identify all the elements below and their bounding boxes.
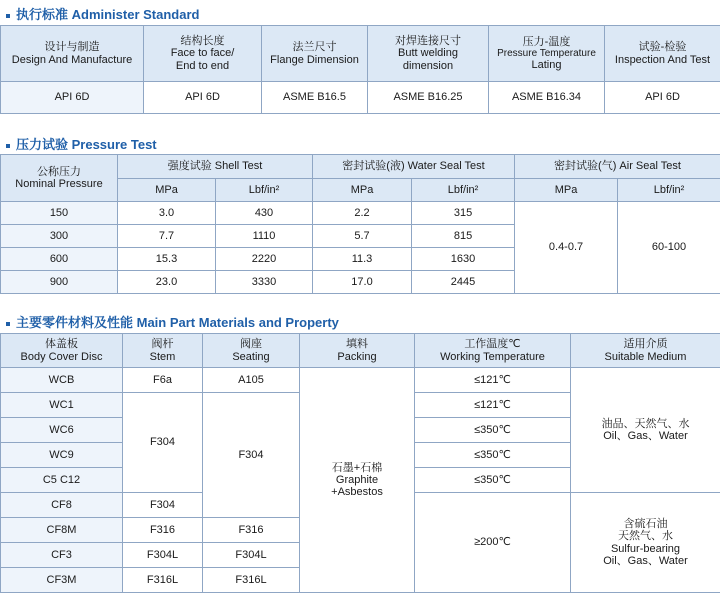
header-air-seal-test: 密封试验(气) Air Seal Test — [515, 155, 720, 179]
water-lbf-cell: 1630 — [412, 248, 515, 271]
body-material-cell: C5 C12 — [1, 468, 123, 493]
header-suitable-medium: 适用介质 Suitable Medium — [571, 334, 720, 368]
seat-material-cell: F304L — [203, 543, 300, 568]
air-lbf-cell: 60-100 — [618, 202, 720, 294]
water-lbf-cell: 315 — [412, 202, 515, 225]
table-row — [1, 368, 720, 393]
table-row — [1, 202, 720, 225]
unit-mpa: MPa — [118, 179, 216, 202]
water-lbf-cell: 2445 — [412, 271, 515, 294]
header-face-to-face: 结构长度 Face to face/ End to end — [144, 26, 262, 82]
standard-value: API 6D — [605, 82, 720, 114]
header-water-seal-test: 密封试验(液) Water Seal Test — [313, 155, 515, 179]
body-material-cell: CF8 — [1, 493, 123, 518]
nominal-pressure-cell: 150 — [1, 202, 118, 225]
header-pressure-temperature: 压力-温度 Pressure Temperature Lating — [489, 26, 605, 82]
unit-lbf: Lbf/in² — [412, 179, 515, 202]
header-design: 设计与制造 Design And Manufacture — [1, 26, 144, 82]
unit-mpa: MPa — [515, 179, 618, 202]
body-material-cell: WC9 — [1, 443, 123, 468]
header-seating: 阀座 Seating — [203, 334, 300, 368]
materials-header-row — [1, 334, 720, 368]
section-title-pressure: 压力试验 Pressure Test — [6, 134, 157, 153]
shell-mpa-cell: 15.3 — [118, 248, 216, 271]
standard-header-row — [1, 26, 720, 82]
stem-material-cell: F6a — [123, 368, 203, 393]
water-mpa-cell: 5.7 — [313, 225, 412, 248]
standard-value: ASME B16.25 — [368, 82, 489, 114]
bullet-icon — [6, 322, 10, 326]
header-working-temperature: 工作温度℃ Working Temperature — [415, 334, 571, 368]
pressure-table — [0, 154, 720, 294]
body-material-cell: WC1 — [1, 393, 123, 418]
stem-material-cell: F316 — [123, 518, 203, 543]
body-material-cell: CF3 — [1, 543, 123, 568]
standard-value: ASME B16.34 — [489, 82, 605, 114]
shell-lbf-cell: 1110 — [216, 225, 313, 248]
shell-mpa-cell: 7.7 — [118, 225, 216, 248]
header-packing: 填料 Packing — [300, 334, 415, 368]
stem-material-cell: F304L — [123, 543, 203, 568]
bullet-icon — [6, 14, 10, 18]
seat-material-cell: A105 — [203, 368, 300, 393]
medium-cell-sulfur: 含硫石油 天然气、水 Sulfur-bearing Oil、Gas、Water — [571, 493, 720, 593]
nominal-pressure-cell: 600 — [1, 248, 118, 271]
body-material-cell: WCB — [1, 368, 123, 393]
header-inspection: 试验-检验 Inspection And Test — [605, 26, 720, 82]
section-title-materials: 主要零件材料及性能 Main Part Materials and Property — [6, 312, 339, 331]
water-mpa-cell: 11.3 — [313, 248, 412, 271]
temperature-cell: ≤121℃ — [415, 393, 571, 418]
body-material-cell: CF3M — [1, 568, 123, 593]
standard-table — [0, 25, 720, 114]
water-mpa-cell: 2.2 — [313, 202, 412, 225]
packing-cell: 石墨+石棉 Graphite +Asbestos — [300, 368, 415, 593]
header-butt-welding: 对焊连接尺寸 Butt welding dimension — [368, 26, 489, 82]
materials-table — [0, 333, 720, 593]
shell-lbf-cell: 430 — [216, 202, 313, 225]
standard-value-row — [1, 82, 720, 114]
standard-value: ASME B16.5 — [262, 82, 368, 114]
header-body-cover-disc: 体盖板 Body Cover Disc — [1, 334, 123, 368]
nominal-pressure-cell: 300 — [1, 225, 118, 248]
stem-material-cell: F316L — [123, 568, 203, 593]
header-nominal-pressure: 公称压力 Nominal Pressure — [1, 155, 118, 202]
unit-mpa: MPa — [313, 179, 412, 202]
standard-value: API 6D — [144, 82, 262, 114]
medium-cell-general: 油品、天然气、水 Oil、Gas、Water — [571, 368, 720, 493]
pressure-header-row — [1, 155, 720, 179]
body-material-cell: WC6 — [1, 418, 123, 443]
unit-lbf: Lbf/in² — [216, 179, 313, 202]
temperature-cell: ≥200℃ — [415, 493, 571, 593]
header-stem: 阀杆 Stem — [123, 334, 203, 368]
stem-material-cell: F304 — [123, 493, 203, 518]
temperature-cell: ≤350℃ — [415, 468, 571, 493]
header-shell-test: 强度试验 Shell Test — [118, 155, 313, 179]
seat-material-cell: F304 — [203, 393, 300, 518]
seat-material-cell: F316L — [203, 568, 300, 593]
water-mpa-cell: 17.0 — [313, 271, 412, 294]
section-title-standard: 执行标准 Administer Standard — [6, 4, 199, 23]
air-mpa-cell: 0.4-0.7 — [515, 202, 618, 294]
temperature-cell: ≤350℃ — [415, 418, 571, 443]
temperature-cell: ≤350℃ — [415, 443, 571, 468]
shell-lbf-cell: 3330 — [216, 271, 313, 294]
shell-lbf-cell: 2220 — [216, 248, 313, 271]
header-flange: 法兰尺寸 Flange Dimension — [262, 26, 368, 82]
shell-mpa-cell: 3.0 — [118, 202, 216, 225]
unit-lbf: Lbf/in² — [618, 179, 720, 202]
bullet-icon — [6, 144, 10, 148]
temperature-cell: ≤121℃ — [415, 368, 571, 393]
body-material-cell: CF8M — [1, 518, 123, 543]
water-lbf-cell: 815 — [412, 225, 515, 248]
stem-material-cell: F304 — [123, 393, 203, 493]
shell-mpa-cell: 23.0 — [118, 271, 216, 294]
nominal-pressure-cell: 900 — [1, 271, 118, 294]
seat-material-cell: F316 — [203, 518, 300, 543]
standard-value: API 6D — [1, 82, 144, 114]
